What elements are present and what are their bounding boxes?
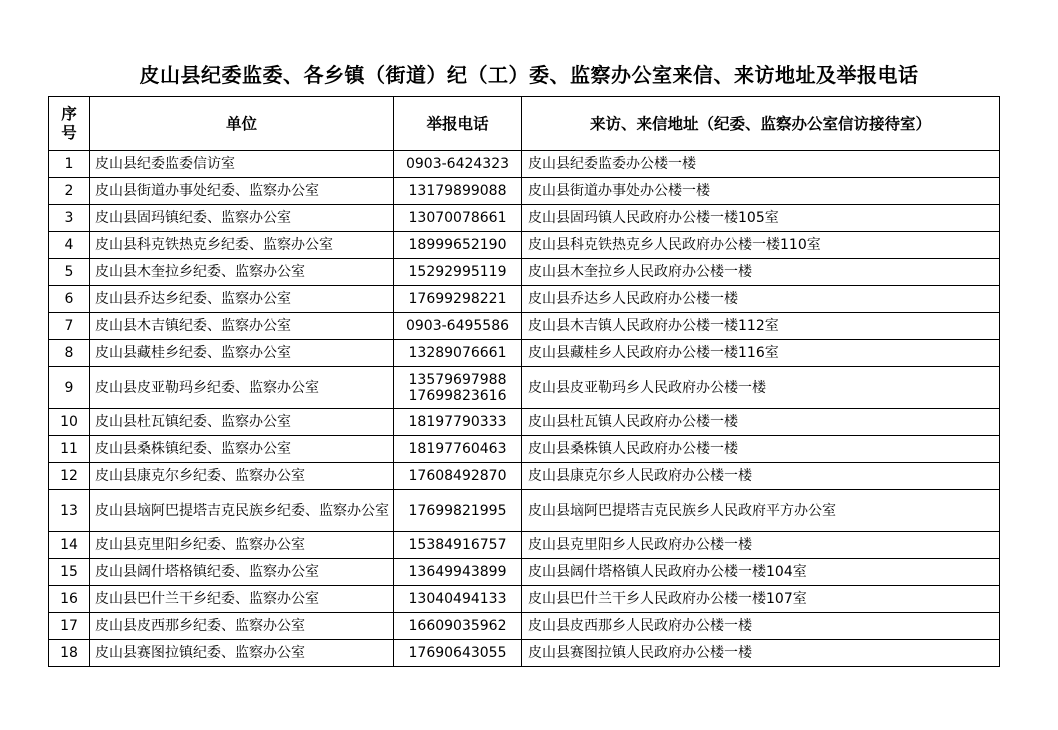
table-row [49, 409, 1000, 436]
row-unit: 皮山县皮西那乡纪委、监察办公室 [90, 613, 394, 640]
row-address: 皮山县街道办事处办公楼一楼 [522, 178, 1000, 205]
row-address: 皮山县木吉镇人民政府办公楼一楼112室 [522, 313, 1000, 340]
phone-number: 18197760463 [408, 441, 507, 457]
row-phone [394, 463, 522, 490]
table-body [49, 151, 1000, 667]
row-unit: 皮山县木奎拉乡纪委、监察办公室 [90, 259, 394, 286]
row-address: 皮山县木奎拉乡人民政府办公楼一楼 [522, 259, 1000, 286]
table-row [49, 178, 1000, 205]
row-phone [394, 367, 522, 409]
header-phone: 举报电话 [394, 97, 522, 151]
row-unit: 皮山县固玛镇纪委、监察办公室 [90, 205, 394, 232]
table-row [49, 232, 1000, 259]
phone-number: 13649943899 [408, 564, 507, 580]
row-phone [394, 640, 522, 667]
header-unit: 单位 [90, 97, 394, 151]
row-phone [394, 586, 522, 613]
row-phone [394, 232, 522, 259]
row-phone [394, 532, 522, 559]
phone-number: 13070078661 [408, 210, 507, 226]
row-phone [394, 613, 522, 640]
row-seq: 9 [49, 367, 90, 409]
row-unit: 皮山县垴阿巴提塔吉克民族乡纪委、监察办公室 [90, 490, 394, 532]
row-address: 皮山县阔什塔格镇人民政府办公楼一楼104室 [522, 559, 1000, 586]
row-seq: 3 [49, 205, 90, 232]
row-seq: 17 [49, 613, 90, 640]
phone-number: 17699823616 [408, 387, 507, 404]
row-seq: 4 [49, 232, 90, 259]
row-seq: 6 [49, 286, 90, 313]
row-unit: 皮山县克里阳乡纪委、监察办公室 [90, 532, 394, 559]
row-address: 皮山县赛图拉镇人民政府办公楼一楼 [522, 640, 1000, 667]
row-seq: 5 [49, 259, 90, 286]
row-address: 皮山县巴什兰干乡人民政府办公楼一楼107室 [522, 586, 1000, 613]
row-phone [394, 313, 522, 340]
contact-table [48, 96, 1000, 667]
row-seq: 16 [49, 586, 90, 613]
row-seq: 8 [49, 340, 90, 367]
row-unit: 皮山县科克铁热克乡纪委、监察办公室 [90, 232, 394, 259]
row-phone [394, 286, 522, 313]
row-phone [394, 409, 522, 436]
phone-number: 13579697988 [408, 371, 507, 388]
table-row [49, 532, 1000, 559]
table-row [49, 151, 1000, 178]
phone-number: 17699298221 [408, 291, 507, 307]
row-unit: 皮山县木吉镇纪委、监察办公室 [90, 313, 394, 340]
phone-number: 15292995119 [408, 264, 507, 280]
row-unit: 皮山县巴什兰干乡纪委、监察办公室 [90, 586, 394, 613]
phone-number: 17608492870 [408, 468, 507, 484]
row-phone [394, 151, 522, 178]
table-row [49, 340, 1000, 367]
table-row [49, 286, 1000, 313]
phone-number: 13179899088 [408, 183, 507, 199]
row-unit: 皮山县赛图拉镇纪委、监察办公室 [90, 640, 394, 667]
row-seq: 12 [49, 463, 90, 490]
row-seq: 2 [49, 178, 90, 205]
row-address: 皮山县杜瓦镇人民政府办公楼一楼 [522, 409, 1000, 436]
row-seq: 13 [49, 490, 90, 532]
table-header-row [49, 97, 1000, 151]
phone-number: 18999652190 [408, 237, 507, 253]
row-seq: 18 [49, 640, 90, 667]
row-unit: 皮山县纪委监委信访室 [90, 151, 394, 178]
phone-number: 17690643055 [408, 645, 507, 661]
row-seq: 14 [49, 532, 90, 559]
row-address: 皮山县乔达乡人民政府办公楼一楼 [522, 286, 1000, 313]
row-address: 皮山县克里阳乡人民政府办公楼一楼 [522, 532, 1000, 559]
header-seq-line2: 号 [61, 123, 77, 142]
table-row [49, 490, 1000, 532]
row-address: 皮山县皮亚勒玛乡人民政府办公楼一楼 [522, 367, 1000, 409]
document-title: 皮山县纪委监委、各乡镇（街道）纪（工）委、监察办公室来信、来访地址及举报电话 [139, 63, 919, 87]
row-address: 皮山县皮西那乡人民政府办公楼一楼 [522, 613, 1000, 640]
table-row [49, 463, 1000, 490]
row-phone [394, 490, 522, 532]
row-phone [394, 559, 522, 586]
row-seq: 1 [49, 151, 90, 178]
table-row [49, 367, 1000, 409]
row-unit: 皮山县康克尔乡纪委、监察办公室 [90, 463, 394, 490]
row-address: 皮山县藏桂乡人民政府办公楼一楼116室 [522, 340, 1000, 367]
row-unit: 皮山县桑株镇纪委、监察办公室 [90, 436, 394, 463]
phone-number: 0903-6424323 [405, 156, 510, 172]
phone-number: 18197790333 [408, 414, 507, 430]
header-seq [49, 97, 90, 151]
row-address: 皮山县纪委监委办公楼一楼 [522, 151, 1000, 178]
phone-number: 13289076661 [408, 345, 507, 361]
table-row [49, 613, 1000, 640]
row-address: 皮山县科克铁热克乡人民政府办公楼一楼110室 [522, 232, 1000, 259]
row-phone [394, 205, 522, 232]
row-address: 皮山县康克尔乡人民政府办公楼一楼 [522, 463, 1000, 490]
row-unit: 皮山县阔什塔格镇纪委、监察办公室 [90, 559, 394, 586]
phone-number: 15384916757 [408, 537, 507, 553]
table-row [49, 586, 1000, 613]
row-unit: 皮山县街道办事处纪委、监察办公室 [90, 178, 394, 205]
row-address: 皮山县桑株镇人民政府办公楼一楼 [522, 436, 1000, 463]
phone-number: 13040494133 [408, 591, 507, 607]
phone-number: 16609035962 [408, 618, 507, 634]
phone-number: 17699821995 [408, 502, 507, 519]
row-unit: 皮山县杜瓦镇纪委、监察办公室 [90, 409, 394, 436]
row-unit: 皮山县乔达乡纪委、监察办公室 [90, 286, 394, 313]
row-seq: 10 [49, 409, 90, 436]
table-row [49, 205, 1000, 232]
row-seq: 7 [49, 313, 90, 340]
row-seq: 15 [49, 559, 90, 586]
row-address: 皮山县垴阿巴提塔吉克民族乡人民政府平方办公室 [522, 490, 1000, 532]
table-row [49, 559, 1000, 586]
table-row [49, 313, 1000, 340]
header-address: 来访、来信地址（纪委、监察办公室信访接待室） [522, 97, 1000, 151]
row-address: 皮山县固玛镇人民政府办公楼一楼105室 [522, 205, 1000, 232]
row-phone [394, 178, 522, 205]
row-phone [394, 436, 522, 463]
phone-number: 0903-6495586 [405, 318, 510, 334]
row-unit: 皮山县皮亚勒玛乡纪委、监察办公室 [90, 367, 394, 409]
table-row [49, 436, 1000, 463]
table-row [49, 259, 1000, 286]
row-phone [394, 340, 522, 367]
header-seq-line1: 序 [61, 104, 77, 123]
row-seq: 11 [49, 436, 90, 463]
row-phone [394, 259, 522, 286]
table-row [49, 640, 1000, 667]
row-unit: 皮山县藏桂乡纪委、监察办公室 [90, 340, 394, 367]
